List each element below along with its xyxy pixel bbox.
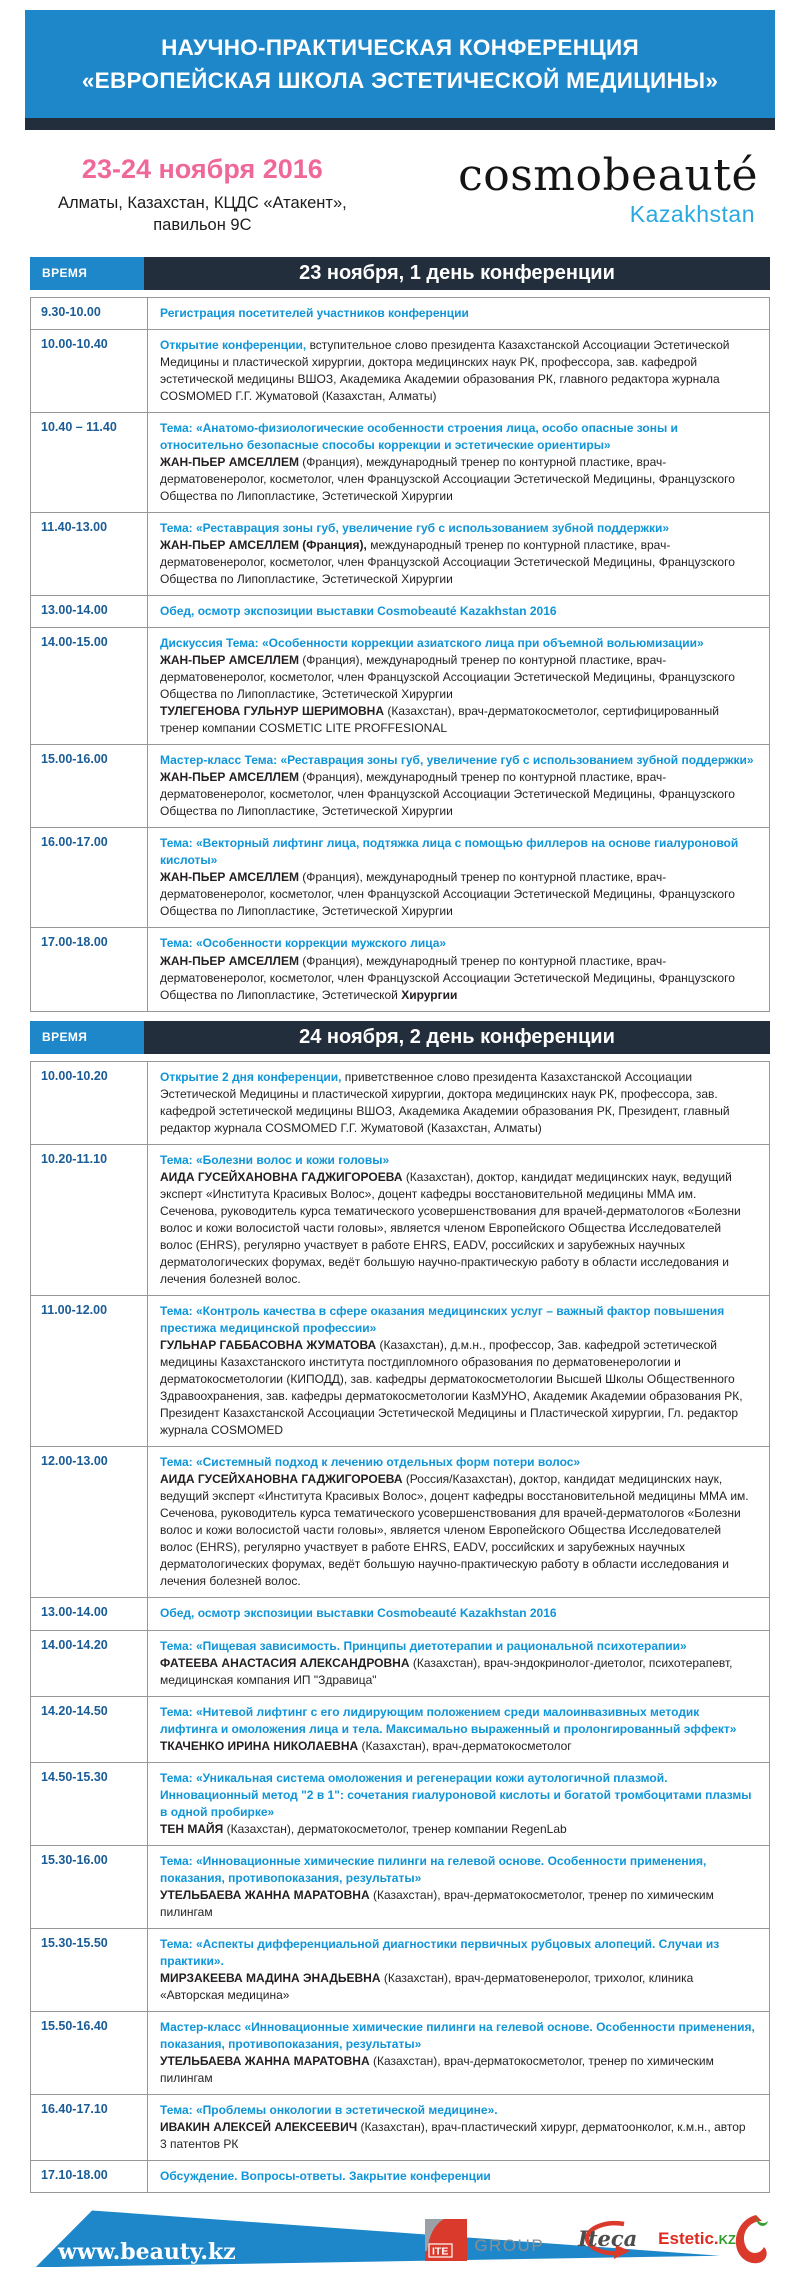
row-paragraph [160,1337,755,1439]
event-location-line1: Алматы, Казахстан, КЦДС «Атакент», [58,194,347,212]
text-segment: Тема: «Уникальная система омоложения и регенерации кожи аутологичной плазмой. Инновационный метод "2 в 1": сочетания гиалуроновой кислоты и богатой тромбоцитами плазмы в одной пробирке» [160,1770,752,1819]
row-paragraph [160,2102,755,2119]
row-paragraph [160,2053,755,2087]
row-paragraph [160,454,755,505]
schedule-row [31,1928,769,2011]
text-segment: ТУЛЕГЕНОВА ГУЛЬНУР ШЕРИМОВНА [160,704,388,719]
text-segment: (Франция), международный тренер по контурной пластике, врач-дерматовенеролог, косметолог, член Французской Ассоциации Эстетической Медицины, Французского Общества по Липопластике, Эстетической Хирургии [160,454,735,503]
schedule-row [31,1295,769,1446]
row-paragraph [160,2168,755,2185]
row-content [148,828,769,927]
time-column-header: ВРЕМЯ [30,1021,144,1054]
footer [0,2203,800,2289]
row-time: 15.00-16.00 [31,745,148,827]
text-segment: Тема: «Системный подход к лечению отдельных форм потери волос» [160,1455,581,1470]
schedule-row [31,1845,769,1928]
website-link[interactable]: www.beauty.kz [58,2239,236,2266]
row-content [148,1296,769,1446]
schedule-row [31,1696,769,1762]
row-time: 15.50-16.40 [31,2012,148,2094]
text-segment: ЖАН-ПЬЕР АМСЕЛЛЕМ [160,454,303,469]
row-content [148,2161,769,2192]
text-segment: Тема: «Векторный лифтинг лица, подтяжка лица с помощью филлеров на основе гиалуроновой кислоты» [160,836,739,868]
event-location-line2: павильон 9С [153,216,252,235]
schedule-row [31,627,769,744]
row-paragraph [160,537,755,588]
schedule-row [31,1062,769,1144]
row-content [148,330,769,412]
schedule-row [31,827,769,927]
text-segment: Обсуждение. Вопросы-ответы. Закрытие конференции [160,2169,491,2184]
row-time: 10.20-11.10 [31,1145,148,1295]
schedule-row [31,1762,769,1845]
row-time: 11.00-12.00 [31,1296,148,1446]
event-info-row [58,150,758,237]
row-paragraph [160,1970,755,2004]
row-paragraph [160,652,755,703]
text-segment: Регистрация посетителей участников конференции [160,305,469,320]
schedule-row [31,2011,769,2094]
text-segment: (Казахстан), врач-эндокринолог-диетолог, психотерапевт, медицинская компания ИП "Здравица" [160,1655,733,1687]
row-content [148,745,769,827]
row-time: 11.40-13.00 [31,513,148,595]
text-segment: (Франция), международный тренер по контурной пластике, врач-дерматовенеролог, косметолог, член Французской Ассоциации Эстетической Медицины, Французского Общества по Липопластике, Эстетической Хирургии [160,870,735,919]
row-time: 9.30-10.00 [31,298,148,329]
text-segment: Открытие 2 дня конференции, [160,1069,345,1084]
text-segment: УТЕЛЬБАЕВА ЖАННА МАРАТОВНА [160,2054,373,2069]
schedule-row [31,1446,769,1597]
row-paragraph [160,752,755,769]
text-segment: (Франция), международный тренер по контурной пластике, врач-дерматовенеролог, косметолог, член Французской Ассоциации Эстетической Медицины, Французского Общества по Липопластике, Эстетической Хирургии [160,770,735,819]
text-segment: ЖАН-ПЬЕР АМСЕЛЛЕМ [160,953,303,968]
row-content [148,1846,769,1928]
row-paragraph [160,1152,755,1169]
row-content [148,413,769,512]
row-content [148,1763,769,1845]
ite-square-icon [425,2217,467,2261]
cosmobeaute-logo [458,150,758,228]
row-content [148,928,769,1010]
text-segment: Тема: «Пищевая зависимость. Принципы диетотерапии и рациональной психотерапии» [160,1638,687,1653]
row-time: 15.30-16.00 [31,1846,148,1928]
row-paragraph [160,2019,755,2053]
day-2-header [30,1021,770,1054]
text-segment: (Казахстан), врач-дерматокосметолог, сертифицированный тренер компании COSMETIC LITE PROFFESIONAL [160,704,719,736]
schedule-row [31,512,769,595]
day-2-title: 24 ноября, 2 день конференции [144,1021,770,1054]
text-segment: Мастер-класс Тема: «Реставрация зоны губ, увеличение губ с использованием зубной поддержки» [160,753,754,768]
row-time: 13.00-14.00 [31,1598,148,1629]
row-paragraph [160,1770,755,1821]
row-paragraph [160,935,755,952]
row-paragraph [160,835,755,869]
cosmobeaute-region: Kazakhstan [629,201,755,227]
event-dates: 23-24 ноября 2016 [81,154,323,184]
row-paragraph [160,2119,755,2153]
text-segment: Тема: «Инновационные химические пилинги на гелевой основе. Особенности применения, показания, противопоказания, результаты» [160,1853,707,1885]
text-segment: ЖАН-ПЬЕР АМСЕЛЛЕМ [160,770,303,785]
text-segment: (Россия/Казахстан), доктор, кандидат медицинских наук, ведущий эксперт «Института Красивых Волос», доцент кафедры восстановительной медицины ММА им. Сеченова, руководитель курса тематического усовершенствования для врачей-дерматологов «Болезни волос и кожи волосистой части головы», является членом Европейского Общества Исследователей волос (EHRS), регулярно участвует в работе EHRS, EADV, российских и зарубежных научных дерматологических форумах, ведёт большую научно-практическую работу в области исследования и лечения болезней волос. [160,1472,749,1589]
row-time: 10.00-10.40 [31,330,148,412]
row-paragraph [160,305,755,322]
row-paragraph [160,420,755,454]
schedule-row [31,412,769,512]
text-segment: (Казахстан), дерматокосметолог, тренер компании RegenLab [226,1821,567,1836]
row-time: 15.30-15.50 [31,1929,148,2011]
row-time: 14.20-14.50 [31,1697,148,1762]
ite-group-logo [425,2217,544,2261]
partner-logos [425,2211,772,2267]
row-paragraph [160,1704,755,1738]
row-paragraph [160,1069,755,1137]
schedule-row [31,2094,769,2160]
conference-title-line2: «ЕВРОПЕЙСКАЯ ШКОЛА ЭСТЕТИЧЕСКОЙ МЕДИЦИНЫ» [81,67,719,93]
conference-title-banner [25,10,775,118]
iteca-swirl-icon [564,2215,638,2263]
schedule-row [31,1630,769,1696]
text-segment: (Казахстан), врач-дерматовенеролог, трихолог, клиника «Авторская медицина» [160,1971,694,2003]
text-segment: Обед, осмотр экспозиции выставки Cosmobeauté Kazakhstan 2016 [160,603,557,618]
row-paragraph [160,603,755,620]
row-time: 16.40-17.10 [31,2095,148,2160]
row-time: 14.00-15.00 [31,628,148,744]
schedule-row [31,744,769,827]
row-paragraph [160,1638,755,1655]
schedule-row [31,595,769,627]
text-segment: вступительное слово президента Казахстанской Ассоциации Эстетической Медицины и пластической хирургии, доктора медицинских наук РК, профессора, зав. кафедрой эстетической медицины ВШОЗ, Академика Академии образования РК, главного редактора журнала COSMOMED Г.Г. Жуматовой (Казахстан, Алматы) [160,337,730,403]
estetic-kz-logo [658,2211,772,2267]
row-content [148,513,769,595]
row-time: 16.00-17.00 [31,828,148,927]
day-1-header [30,257,770,290]
text-segment: (Казахстан), врач-дерматокосметолог, тренер по химическим пилингам [160,1887,714,1919]
text-segment: (Франция), международный тренер по контурной пластике, врач-дерматовенеролог, косметолог, член Французской Ассоциации Эстетической Медицины, Французского Общества по Липопластике, Эстетической Хирургии [160,653,735,702]
row-paragraph [160,520,755,537]
day-1-title: 23 ноября, 1 день конференции [144,257,770,290]
text-segment: Тема: «Контроль качества в сфере оказания медицинских услуг – важный фактор повышения престижа медицинской профессии» [160,1303,725,1335]
row-content [148,2095,769,2160]
row-paragraph [160,1887,755,1921]
time-column-header: ВРЕМЯ [30,257,144,290]
iteca-logo [564,2215,638,2263]
row-time: 10.40 – 11.40 [31,413,148,512]
text-segment: Дискуссия Тема: «Особенности коррекции азиатского лица при объемной вольюмизации» [160,636,704,650]
text-segment: ГУЛЬНАР ГАББАСОВНА ЖУМАТОВА [160,1338,380,1353]
row-paragraph [160,703,755,737]
text-segment: ЖАН-ПЬЕР АМСЕЛЛЕМ [160,870,303,885]
event-info [58,154,347,237]
text-segment: (Казахстан), доктор, кандидат медицинских наук, ведущий эксперт «Института Красивых Волос», доцент кафедры восстановительной медицины ММА им. Сеченова, руководитель курса тематического усовершенствования для врачей-дерматологов «Болезни волос и кожи волосистой части головы», является членом Европейского Общества Исследователей волос (EHRS), регулярно участвует в работе EHRS, EADV, российских и зарубежных научных дерматологических форумах, ведёт большую научно-практическую работу в области исследования и лечения болезней волос. [160,1169,741,1286]
text-segment: Тема: «Анатомо-физиологические особенности строения лица, особо опасные зоны и относительно безопасные способы коррекции и эстетические ориентиры» [160,420,678,452]
text-segment: Тема: «Особенности коррекции мужского лица» [160,936,447,951]
svg-text:Iteca: Iteca [578,2226,638,2252]
text-segment: Хирургии [401,987,458,1002]
text-segment: АИДА ГУСЕЙХАНОВНА ГАДЖИГОРОЕВА [160,1169,406,1184]
row-time: 13.00-14.00 [31,596,148,627]
row-content [148,596,769,627]
ite-group-label: GROUP [474,2236,545,2256]
text-segment: ТЕН МАЙЯ [160,1821,227,1836]
text-segment: приветственное слово президента Казахстанской Ассоциации Эстетической Медицины и пластической хирургии, доктора медицинских наук РК, профессора, зав. кафедрой эстетической медицины ВШОЗ, Академика Академии образования РК, Президент, главный редактор журнала COSMOMED Г.Г. Жуматовой (Казахстан, Алматы) [160,1069,730,1135]
conference-title-line1: НАУЧНО-ПРАКТИЧЕСКАЯ КОНФЕРЕНЦИЯ [161,34,639,60]
text-segment: ФАТЕЕВА АНАСТАСИЯ АЛЕКСАНДРОВНА [160,1655,413,1670]
text-segment: Тема: «Болезни волос и кожи головы» [160,1152,390,1167]
row-time: 17.00-18.00 [31,928,148,1010]
event-location [58,192,347,237]
banner-strip [25,118,775,130]
svg-text:ITE: ITE [432,2245,449,2258]
row-paragraph [160,1454,755,1471]
text-segment: (Казахстан), д.м.н., профессор, Зав. кафедрой эстетической медицины Казахстанского института постдипломного образования по дерматовенерологии и дерматокосметологии (КИПОДД), зав. кафедры дерматокосметологии Высшей Школы Общественного Здравоохранения, зав. кафедры дерматокосметологии КазМУНО, Академик Академии образования РК, Президент Казахстанской Ассоциации Эстетической Медицины и Пластической хирургии, Гл. редактор журнала COSMOMED [160,1338,743,1438]
schedule-row [31,1144,769,1295]
text-segment: ЖАН-ПЬЕР АМСЕЛЛЕМ [160,653,303,668]
text-segment: МИРЗАКЕЕВА МАДИНА ЭНАДЬЕВНА [160,1971,384,1985]
row-content [148,1697,769,1762]
schedule-row [31,927,769,1010]
text-segment: ТКАЧЕНКО ИРИНА НИКОЛАЕВНА [160,1738,362,1753]
schedule [30,257,770,2194]
row-paragraph [160,1303,755,1337]
schedule-row [31,1597,769,1629]
text-segment: ЖАН-ПЬЕР АМСЕЛЛЕМ (Франция), [160,537,371,552]
text-segment: (Казахстан), врач-дерматокосметолог, тренер по химическим пилингам [160,2054,714,2086]
row-paragraph [160,1738,755,1755]
row-paragraph [160,1821,755,1838]
row-paragraph [160,337,755,405]
text-segment: Тема: «Аспекты дифференциальной диагностики первичных рубцовых алопеций. Случаи из практики». [160,1936,720,1968]
schedule-row [31,329,769,412]
text-segment: Обед, осмотр экспозиции выставки Cosmobeauté Kazakhstan 2016 [160,1606,557,1621]
text-segment: Мастер-класс «Инновационные химические пилинги на гелевой основе. Особенности применения, показания, противопоказания, результаты» [160,2020,755,2052]
row-content [148,1145,769,1295]
row-paragraph [160,1655,755,1689]
row-content [148,1631,769,1696]
row-paragraph [160,769,755,820]
row-content [148,1598,769,1629]
text-segment: АИДА ГУСЕЙХАНОВНА ГАДЖИГОРОЕВА [160,1472,406,1487]
row-time: 14.00-14.20 [31,1631,148,1696]
schedule-row [31,2160,769,2192]
row-time: 10.00-10.20 [31,1062,148,1144]
row-paragraph [160,635,755,652]
schedule-row [31,298,769,329]
row-paragraph [160,953,755,1004]
text-segment: (Казахстан), врач-дерматокосметолог [361,1738,572,1753]
row-content [148,628,769,744]
text-segment: (Казахстан), врач-пластический хирург, дерматоонколог, к.м.н., автор 3 патентов РК [160,2120,746,2152]
row-content [148,2012,769,2094]
text-segment: УТЕЛЬБАЕВА ЖАННА МАРАТОВНА [160,1887,373,1902]
row-paragraph [160,869,755,920]
row-paragraph [160,1605,755,1622]
text-segment: (Франция), международный тренер по контурной пластике, врач-дерматовенеролог, косметолог, член Французской Ассоциации Эстетической Медицины, Французского Общества по Липопластике, Эстетической [160,953,735,1002]
estetic-kz-label: Estetic.KZ [658,2229,736,2249]
text-segment: Открытие конференции, [160,337,310,352]
row-paragraph [160,1853,755,1887]
row-content [148,298,769,329]
row-content [148,1447,769,1597]
text-segment: Тема: «Реставрация зоны губ, увеличение губ с использованием зубной поддержки» [160,520,670,535]
day-2-rows [30,1061,770,2194]
row-time: 12.00-13.00 [31,1447,148,1597]
row-time: 17.10-18.00 [31,2161,148,2192]
row-paragraph [160,1471,755,1590]
text-segment: Тема: «Проблемы онкологии в эстетической медицине». [160,2103,498,2118]
text-segment: ИВАКИН АЛЕКСЕЙ АЛЕКСЕЕВИЧ [160,2120,361,2135]
row-time: 14.50-15.30 [31,1763,148,1845]
cosmobeaute-wordmark: cosmobeauté [458,150,758,201]
text-segment: Тема: «Нитевой лифтинг с его лидирующим положением среди малоинвазивных методик лифтинга и омоложения лица и тела. Максимально выраженный и пролонгированный эффект» [160,1704,737,1736]
row-paragraph [160,1169,755,1288]
row-paragraph [160,1936,755,1970]
row-content [148,1062,769,1144]
text-segment: международный тренер по контурной пластике, врач-дерматовенеролог, косметолог, член Французской Ассоциации Эстетической Медицины, Французского Общества по Липопластике, Эстетической Хирургии [160,537,735,586]
day-1-rows [30,297,770,1012]
row-content [148,1929,769,2011]
